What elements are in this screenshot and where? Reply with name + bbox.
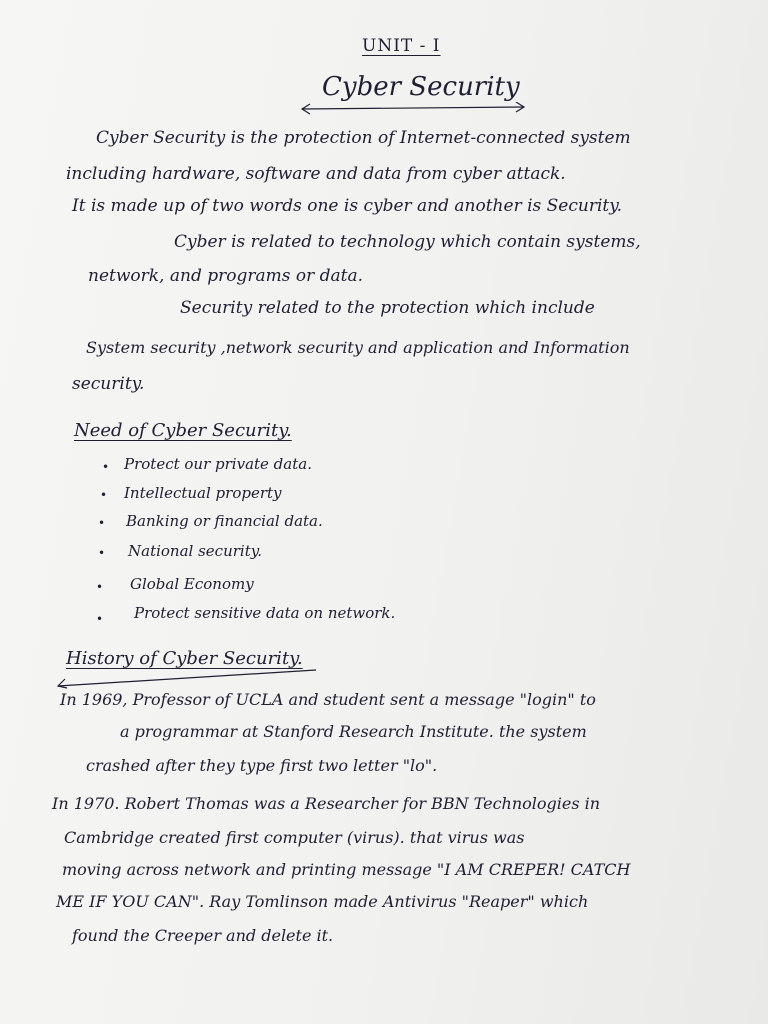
bullet-icon: • xyxy=(98,546,106,560)
bullet-icon: • xyxy=(96,612,104,626)
intro-line: security. xyxy=(72,374,145,394)
intro-line: Cyber is related to technology which contain systems, xyxy=(174,232,641,252)
intro-line: It is made up of two words one is cyber and another is Security. xyxy=(72,196,622,216)
history-line: a programmar at Stanford Research Institute. the system xyxy=(120,722,587,741)
need-item: Protect sensitive data on network. xyxy=(134,604,396,622)
unit-heading: UNIT - I xyxy=(362,36,441,56)
history-heading: History of Cyber Security. xyxy=(66,648,303,669)
history-line: In 1969, Professor of UCLA and student sent a message "login" to xyxy=(60,690,596,709)
history-line: In 1970. Robert Thomas was a Researcher for BBN Technologies in xyxy=(52,794,601,813)
need-item: Protect our private data. xyxy=(124,455,312,473)
arrow-icon xyxy=(56,664,320,690)
intro-line: including hardware, software and data from cyber attack. xyxy=(66,164,566,184)
history-line: Cambridge created first computer (virus). that virus was xyxy=(64,828,525,847)
intro-line: network, and programs or data. xyxy=(88,266,364,286)
intro-line: Security related to the protection which include xyxy=(180,298,595,318)
need-item: Intellectual property xyxy=(124,484,282,502)
page-title: Cyber Security xyxy=(322,72,520,102)
history-line: ME IF YOU CAN". Ray Tomlinson made Antivirus "Reaper" which xyxy=(56,892,589,911)
history-line: moving across network and printing message "I AM CREPER! CATCH xyxy=(62,860,631,879)
need-heading: Need of Cyber Security. xyxy=(74,420,292,441)
bullet-icon: • xyxy=(102,460,110,474)
double-arrow-icon xyxy=(298,102,528,116)
need-item: Banking or financial data. xyxy=(126,512,323,530)
history-line: crashed after they type first two letter "lo". xyxy=(86,756,438,775)
intro-line: System security ,network security and application and Information xyxy=(86,338,630,357)
bullet-icon: • xyxy=(98,516,106,530)
history-line: found the Creeper and delete it. xyxy=(72,926,334,945)
need-item: Global Economy xyxy=(130,575,254,593)
bullet-icon: • xyxy=(96,580,104,594)
bullet-icon: • xyxy=(100,488,108,502)
need-item: National security. xyxy=(128,542,262,560)
intro-line: Cyber Security is the protection of Internet-connected system xyxy=(96,128,631,148)
